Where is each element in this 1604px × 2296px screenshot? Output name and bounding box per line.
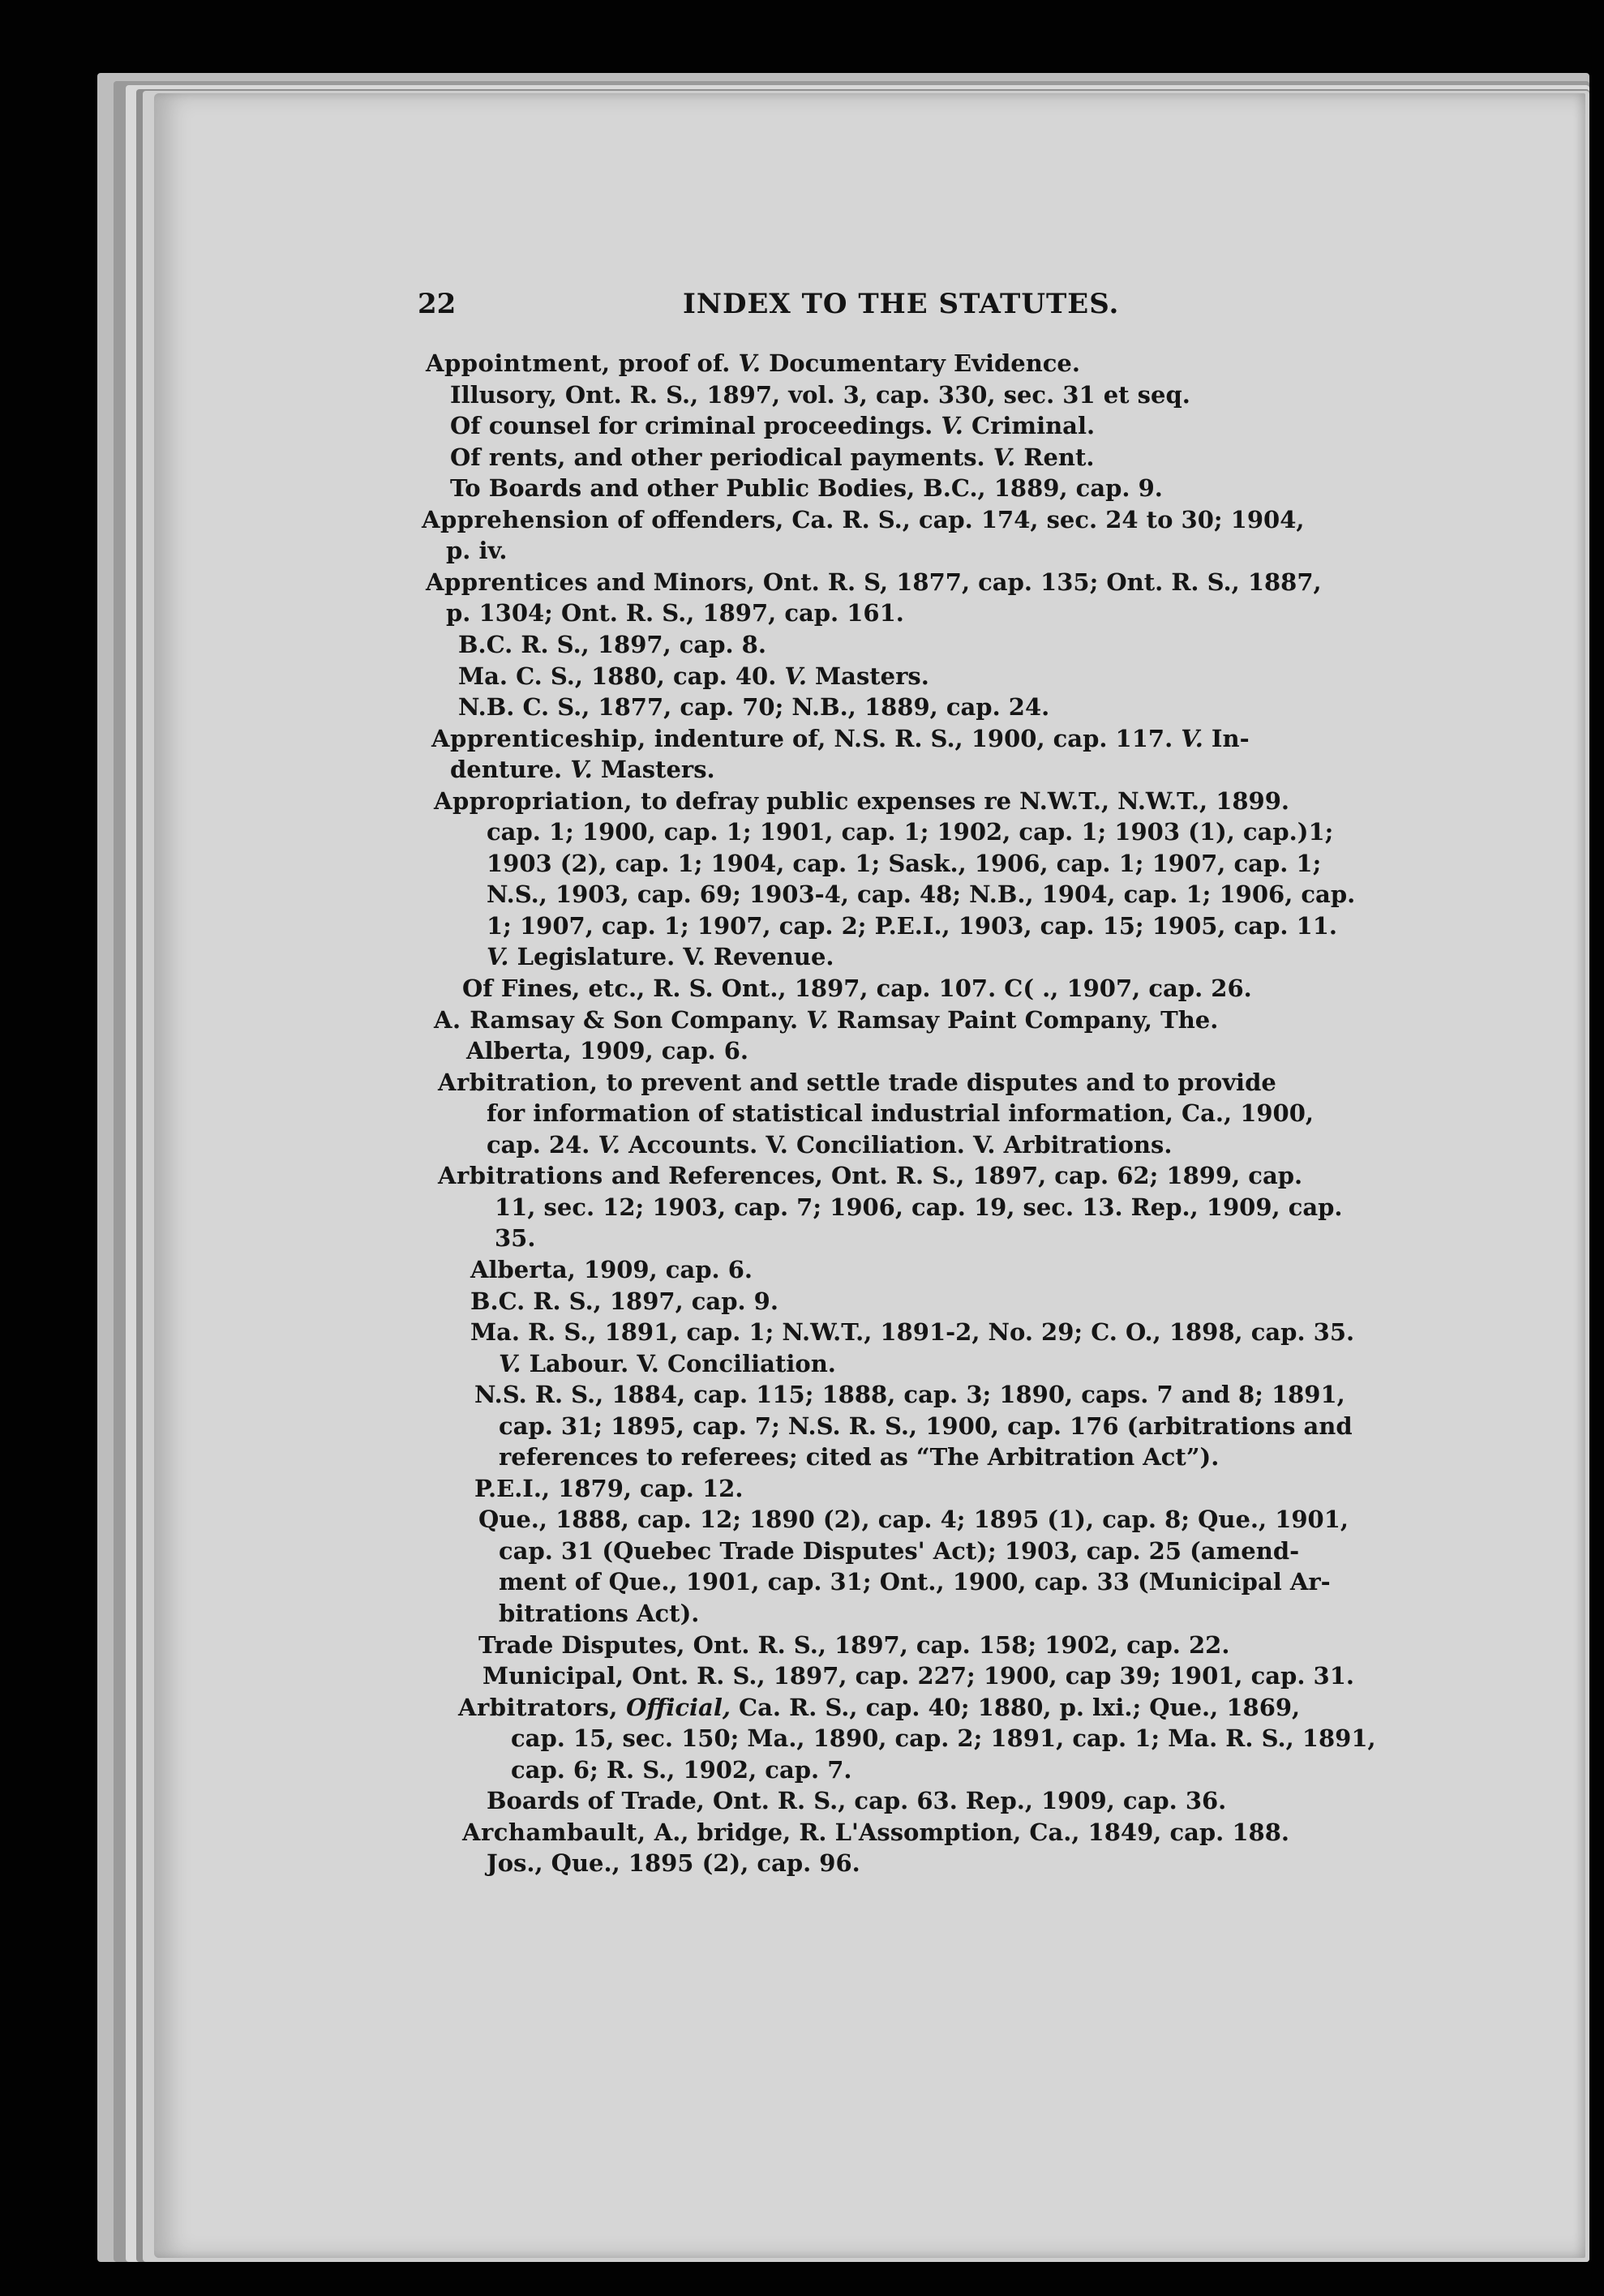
index-text: indenture of, N.S. R. S., 1900, cap. 117. xyxy=(645,725,1182,752)
index-line xyxy=(458,628,766,661)
index-text: cap. 24. xyxy=(487,1131,598,1159)
index-text: In- xyxy=(1203,725,1250,752)
index-line xyxy=(499,1347,836,1380)
index-text: Boards of Trade, Ont. R. S., cap. 63. Rep., 1909, cap. 36. xyxy=(487,1787,1227,1814)
index-text: Labour. V. Conciliation. xyxy=(521,1350,836,1377)
index-text: p. 1304; Ont. R. S., 1897, cap. 161. xyxy=(446,599,904,627)
index-text: Que., 1888, cap. 12; 1890 (2), cap. 4; 1895 (1), cap. 8; Que., 1901, xyxy=(478,1506,1349,1533)
index-line xyxy=(458,691,1049,723)
index-text: Criminal. xyxy=(963,412,1096,439)
index-text: 1903 (2), cap. 1; 1904, cap. 1; Sask., 1906, cap. 1; 1907, cap. 1; xyxy=(487,850,1322,877)
index-text: Alberta, 1909, cap. 6. xyxy=(470,1256,753,1283)
index-headword: Arbitration, xyxy=(438,1069,598,1096)
index-headword: Apprentices xyxy=(426,568,589,596)
index-text: Ca. R. S., cap. 40; 1880, p. lxi.; Que., 1869, xyxy=(730,1694,1301,1721)
index-headword: Appropriation, xyxy=(434,787,633,815)
index-text: Accounts. V. Conciliation. V. Arbitrations. xyxy=(620,1131,1173,1159)
index-text: To Boards and other Public Bodies, B.C., 1889, cap. 9. xyxy=(450,474,1163,502)
index-line xyxy=(470,1253,753,1286)
index-line xyxy=(422,503,1305,536)
index-headword: Appointment, xyxy=(426,349,611,377)
index-line xyxy=(438,1066,1276,1099)
index-text: Ramsay Paint Company, The. xyxy=(828,1006,1219,1034)
index-line xyxy=(495,1191,1343,1223)
index-text: references to referees; cited as “The Arbitration Act”). xyxy=(499,1443,1220,1471)
index-line xyxy=(450,441,1095,473)
index-line xyxy=(462,972,1252,1004)
index-headword: Apprehension xyxy=(422,506,610,533)
index-line xyxy=(499,1410,1353,1442)
page-header xyxy=(0,288,1604,328)
index-line xyxy=(458,1691,1300,1724)
index-line xyxy=(426,347,1080,379)
index-text: Trade Disputes, Ont. R. S., 1897, cap. 158; 1902, cap. 22. xyxy=(478,1631,1230,1659)
cross-ref-marker: V. xyxy=(570,756,593,783)
cross-ref-marker: V. xyxy=(487,943,509,970)
index-line xyxy=(487,878,1355,910)
index-text: Legislature. V. Revenue. xyxy=(508,943,834,970)
index-line xyxy=(499,1441,1219,1473)
index-line xyxy=(487,910,1337,942)
index-text: Masters. xyxy=(806,662,929,690)
page-number: 22 xyxy=(418,288,457,320)
index-headword: A. Ramsay & xyxy=(434,1006,605,1034)
index-line xyxy=(470,1316,1354,1348)
running-head: INDEX TO THE STATUTES. xyxy=(683,288,1120,320)
index-text: A., bridge, R. L'Assomption, Ca., 1849, cap. 188. xyxy=(645,1818,1289,1846)
index-text: to defray public expenses re N.W.T., N.W.T., 1899. xyxy=(632,787,1290,815)
index-text: and Minors, Ont. R. S, 1877, cap. 135; Ont. R. S., 1887, xyxy=(588,568,1322,596)
index-text: p. iv. xyxy=(446,537,508,564)
cross-ref-marker: V. xyxy=(499,1350,521,1377)
index-line xyxy=(499,1535,1299,1567)
index-line xyxy=(499,1597,699,1630)
index-text: denture. xyxy=(450,756,571,783)
index-line xyxy=(487,1784,1226,1817)
index-text xyxy=(618,1694,626,1721)
index-line xyxy=(450,409,1095,442)
index-line xyxy=(431,722,1250,755)
index-line xyxy=(487,1847,860,1879)
index-line xyxy=(487,1129,1172,1161)
index-text: 11, sec. 12; 1903, cap. 7; 1906, cap. 19, sec. 13. Rep., 1909, cap. xyxy=(495,1193,1343,1221)
index-line xyxy=(499,1566,1331,1598)
index-text: to prevent and settle trade disputes and to provide xyxy=(598,1069,1276,1096)
index-text: B.C. R. S., 1897, cap. 8. xyxy=(458,631,766,658)
index-line xyxy=(446,597,904,629)
index-text: Illusory, Ont. R. S., 1897, vol. 3, cap. 330, sec. 31 et seq. xyxy=(450,381,1190,409)
index-line xyxy=(511,1722,1376,1754)
index-headword: Apprenticeship, xyxy=(431,725,646,752)
cross-ref-marker: Official, xyxy=(626,1694,731,1721)
index-text: Son Company. xyxy=(604,1006,807,1034)
index-line xyxy=(470,1285,778,1317)
index-text: ment of Que., 1901, cap. 31; Ont., 1900, cap. 33 (Municipal Ar- xyxy=(499,1568,1331,1596)
cross-ref-marker: V. xyxy=(738,349,761,377)
index-line xyxy=(495,1222,535,1254)
index-text: cap. 6; R. S., 1902, cap. 7. xyxy=(511,1756,852,1784)
index-line xyxy=(434,1004,1218,1036)
index-line xyxy=(474,1472,743,1505)
index-line xyxy=(487,816,1333,848)
index-line xyxy=(426,566,1322,598)
index-text: B.C. R. S., 1897, cap. 9. xyxy=(470,1287,778,1315)
index-text: N.B. C. S., 1877, cap. 70; N.B., 1889, cap. 24. xyxy=(458,693,1050,721)
index-text: cap. 31 (Quebec Trade Disputes' Act); 1903, cap. 25 (amend- xyxy=(499,1537,1300,1565)
index-text: Ma. R. S., 1891, cap. 1; N.W.T., 1891-2, No. 29; C. O., 1898, cap. 35. xyxy=(470,1318,1355,1346)
index-text: Of Fines, etc., R. S. Ont., 1897, cap. 107. C( ., 1907, cap. 26. xyxy=(462,975,1252,1002)
index-text: Masters. xyxy=(592,756,715,783)
index-line xyxy=(482,1660,1354,1692)
cross-ref-marker: V. xyxy=(598,1131,620,1159)
index-line xyxy=(446,534,508,567)
index-text: cap. 31; 1895, cap. 7; N.S. R. S., 1900, cap. 176 (arbitrations and xyxy=(499,1412,1353,1440)
cross-ref-marker: V. xyxy=(941,412,963,439)
index-line xyxy=(450,753,715,786)
index-line xyxy=(450,472,1163,504)
cross-ref-marker: V. xyxy=(993,443,1016,471)
index-text: Of rents, and other periodical payments. xyxy=(450,443,993,471)
index-headword: Archambault, xyxy=(462,1818,646,1846)
index-headword: Arbitrations xyxy=(438,1162,603,1189)
index-headword: Arbitrators, xyxy=(458,1694,618,1721)
cross-ref-marker: V. xyxy=(784,662,807,690)
index-text: proof of. xyxy=(610,349,739,377)
index-line xyxy=(478,1629,1229,1661)
index-text: Jos., Que., 1895 (2), cap. 96. xyxy=(487,1849,860,1877)
index-line xyxy=(438,1159,1302,1192)
index-text: 1; 1907, cap. 1; 1907, cap. 2; P.E.I., 1903, cap. 15; 1905, cap. 11. xyxy=(487,912,1337,940)
index-text: Documentary Evidence. xyxy=(761,349,1080,377)
index-text: P.E.I., 1879, cap. 12. xyxy=(474,1475,744,1502)
index-text: Alberta, 1909, cap. 6. xyxy=(466,1037,748,1064)
index-text: N.S., 1903, cap. 69; 1903-4, cap. 48; N.B., 1904, cap. 1; 1906, cap. xyxy=(487,880,1356,908)
index-text: of offenders, Ca. R. S., cap. 174, sec. 24 to 30; 1904, xyxy=(609,506,1305,533)
index-line xyxy=(462,1816,1289,1848)
index-line xyxy=(466,1034,748,1067)
index-text: Of counsel for criminal proceedings. xyxy=(450,412,941,439)
index-line xyxy=(487,940,834,973)
index-text: cap. 15, sec. 150; Ma., 1890, cap. 2; 1891, cap. 1; Ma. R. S., 1891, xyxy=(511,1724,1376,1752)
index-text: Rent. xyxy=(1015,443,1095,471)
index-line xyxy=(511,1754,852,1786)
index-line xyxy=(458,660,929,692)
index-line xyxy=(434,785,1289,817)
index-text: Municipal, Ont. R. S., 1897, cap. 227; 1900, cap 39; 1901, cap. 31. xyxy=(482,1662,1354,1690)
index-line xyxy=(478,1503,1349,1536)
cross-ref-marker: V. xyxy=(1181,725,1203,752)
index-text: 35. xyxy=(495,1224,536,1252)
index-line xyxy=(487,847,1321,880)
cross-ref-marker: V. xyxy=(806,1006,829,1034)
index-text: and References, Ont. R. S., 1897, cap. 62; 1899, cap. xyxy=(603,1162,1303,1189)
index-text: N.S. R. S., 1884, cap. 115; 1888, cap. 3; 1890, caps. 7 and 8; 1891, xyxy=(474,1381,1345,1408)
index-text: cap. 1; 1900, cap. 1; 1901, cap. 1; 1902, cap. 1; 1903 (1), cap.)1; xyxy=(487,818,1334,846)
index-line xyxy=(474,1378,1345,1411)
index-line xyxy=(450,379,1190,411)
index-text: for information of statistical industrial information, Ca., 1900, xyxy=(487,1099,1314,1127)
index-line xyxy=(487,1097,1314,1129)
index-text: Ma. C. S., 1880, cap. 40. xyxy=(458,662,785,690)
index-text: bitrations Act). xyxy=(499,1600,700,1627)
